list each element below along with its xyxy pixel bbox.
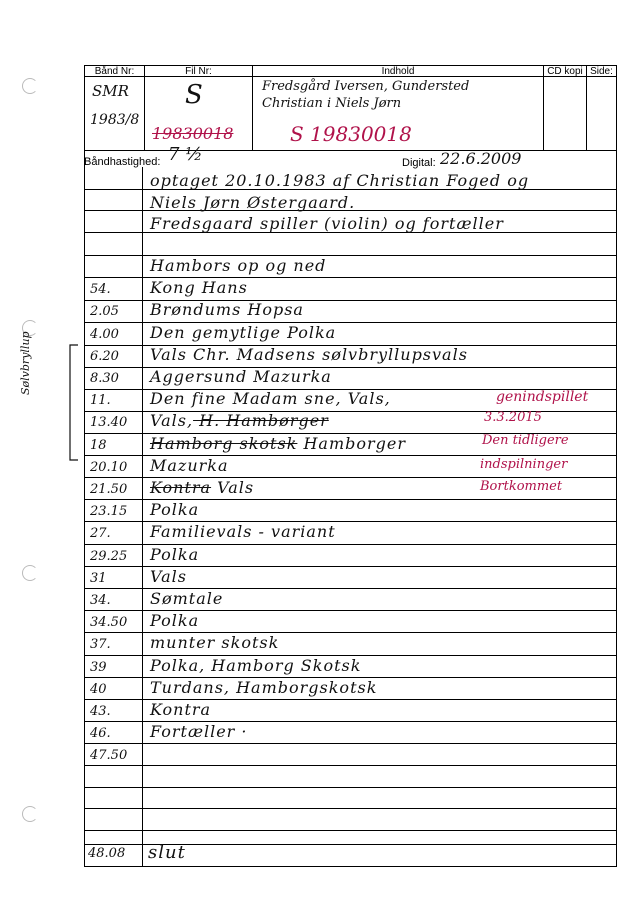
indhold-line1: Fredsgård Iversen, Gundersted [262, 79, 470, 94]
struck-text: H. Hambørger [193, 411, 329, 430]
red-note-line: genindspillet [496, 389, 589, 405]
track-time: 21.50 [90, 482, 128, 497]
red-note-line: Bortkommet [480, 479, 563, 494]
track-time: 27. [90, 526, 111, 541]
final-desc: slut [148, 842, 186, 863]
red-note-line: 3.3.2015 [484, 410, 542, 425]
red-note-line: indspilninger [480, 457, 568, 472]
digital-value: 22.6.2009 [440, 149, 522, 168]
track-time: 54. [90, 282, 111, 297]
struck-text: Kontra [150, 478, 212, 497]
track-title: Den gemytlige Polka [150, 323, 337, 342]
fil-nr-old: 19830018 [152, 124, 234, 143]
track-time: 23.15 [90, 504, 128, 519]
track-title: Den fine Madam sne, Vals, [150, 389, 391, 408]
track-title: Familievals - variant [150, 522, 336, 541]
bandhastighed-label: Båndhastighed: [84, 156, 161, 168]
track-time: 34. [90, 593, 111, 608]
track-time: 6.20 [90, 349, 119, 364]
band-nr-line1: SMR [92, 82, 129, 100]
track-time: 34.50 [90, 615, 128, 630]
band-nr-line2: 1983/8 [90, 112, 140, 128]
track-time: 39 [90, 660, 107, 675]
track-time: 31 [90, 571, 107, 586]
intro-line: Niels Jørn Østergaard. [150, 193, 356, 212]
track-time: 29.25 [90, 549, 128, 564]
track-time: 20.10 [90, 460, 128, 475]
indhold-red: S 19830018 [290, 122, 412, 146]
track-title: Polka, Hamborg Skotsk [150, 656, 362, 675]
track-title: Sømtale [150, 589, 224, 608]
track-time: 13.40 [90, 415, 128, 430]
intro-line: optaget 20.10.1983 af Christian Foged og [150, 171, 530, 190]
track-time: 4.00 [90, 327, 119, 342]
struck-text: Hamborg skotsk [150, 434, 298, 453]
track-time: 2.05 [90, 304, 119, 319]
margin-note: Sølvbryllup [19, 331, 32, 395]
cd-kopi-label: CD kopi [547, 66, 583, 77]
track-title: Aggersund Mazurka [150, 367, 332, 386]
final-time: 48.08 [88, 846, 126, 861]
track-time: 43. [90, 704, 111, 719]
side-label: Side: [590, 66, 613, 77]
red-note-line: Den tidligere [482, 433, 569, 448]
track-title: Vals [211, 478, 255, 497]
track-title: Vals Chr. Madsens sølvbryllupsvals [150, 345, 468, 364]
track-time: 40 [90, 682, 107, 697]
track-title: Polka [150, 611, 200, 630]
track-title: Polka [150, 545, 200, 564]
track-time: 47.50 [90, 748, 128, 763]
track-title: Vals [150, 567, 187, 586]
fil-nr-label: Fil Nr: [185, 66, 212, 77]
track-time: 37. [90, 637, 111, 652]
track-time: 46. [90, 726, 111, 741]
digital-label: Digital: [402, 157, 436, 169]
track-title: Hambors op og ned [150, 256, 327, 275]
intro-line: Fredsgaard spiller (violin) og fortæller [150, 214, 504, 233]
track-title: Hamborger [297, 434, 407, 453]
indhold-line2: Christian i Niels Jørn [262, 96, 402, 111]
track-title: Vals, [150, 411, 194, 430]
track-title: Polka [150, 500, 200, 519]
indhold-label: Indhold [381, 66, 415, 77]
track-title: Mazurka [150, 456, 229, 475]
track-time: 11. [90, 393, 111, 408]
track-time: 18 [90, 438, 107, 453]
track-title: Brøndums Hopsa [150, 300, 304, 319]
band-nr-label: Bånd Nr: [94, 66, 135, 77]
track-time: 8.30 [90, 371, 119, 386]
track-title: Kong Hans [150, 278, 248, 297]
track-title: munter skotsk [150, 633, 280, 652]
fil-nr-value: S [185, 80, 203, 110]
track-title: Kontra [150, 700, 212, 719]
bandhastighed-value: 7 ½ [168, 144, 203, 165]
track-title: Fortæller · [150, 722, 248, 741]
track-title: Turdans, Hamborgskotsk [150, 678, 378, 697]
